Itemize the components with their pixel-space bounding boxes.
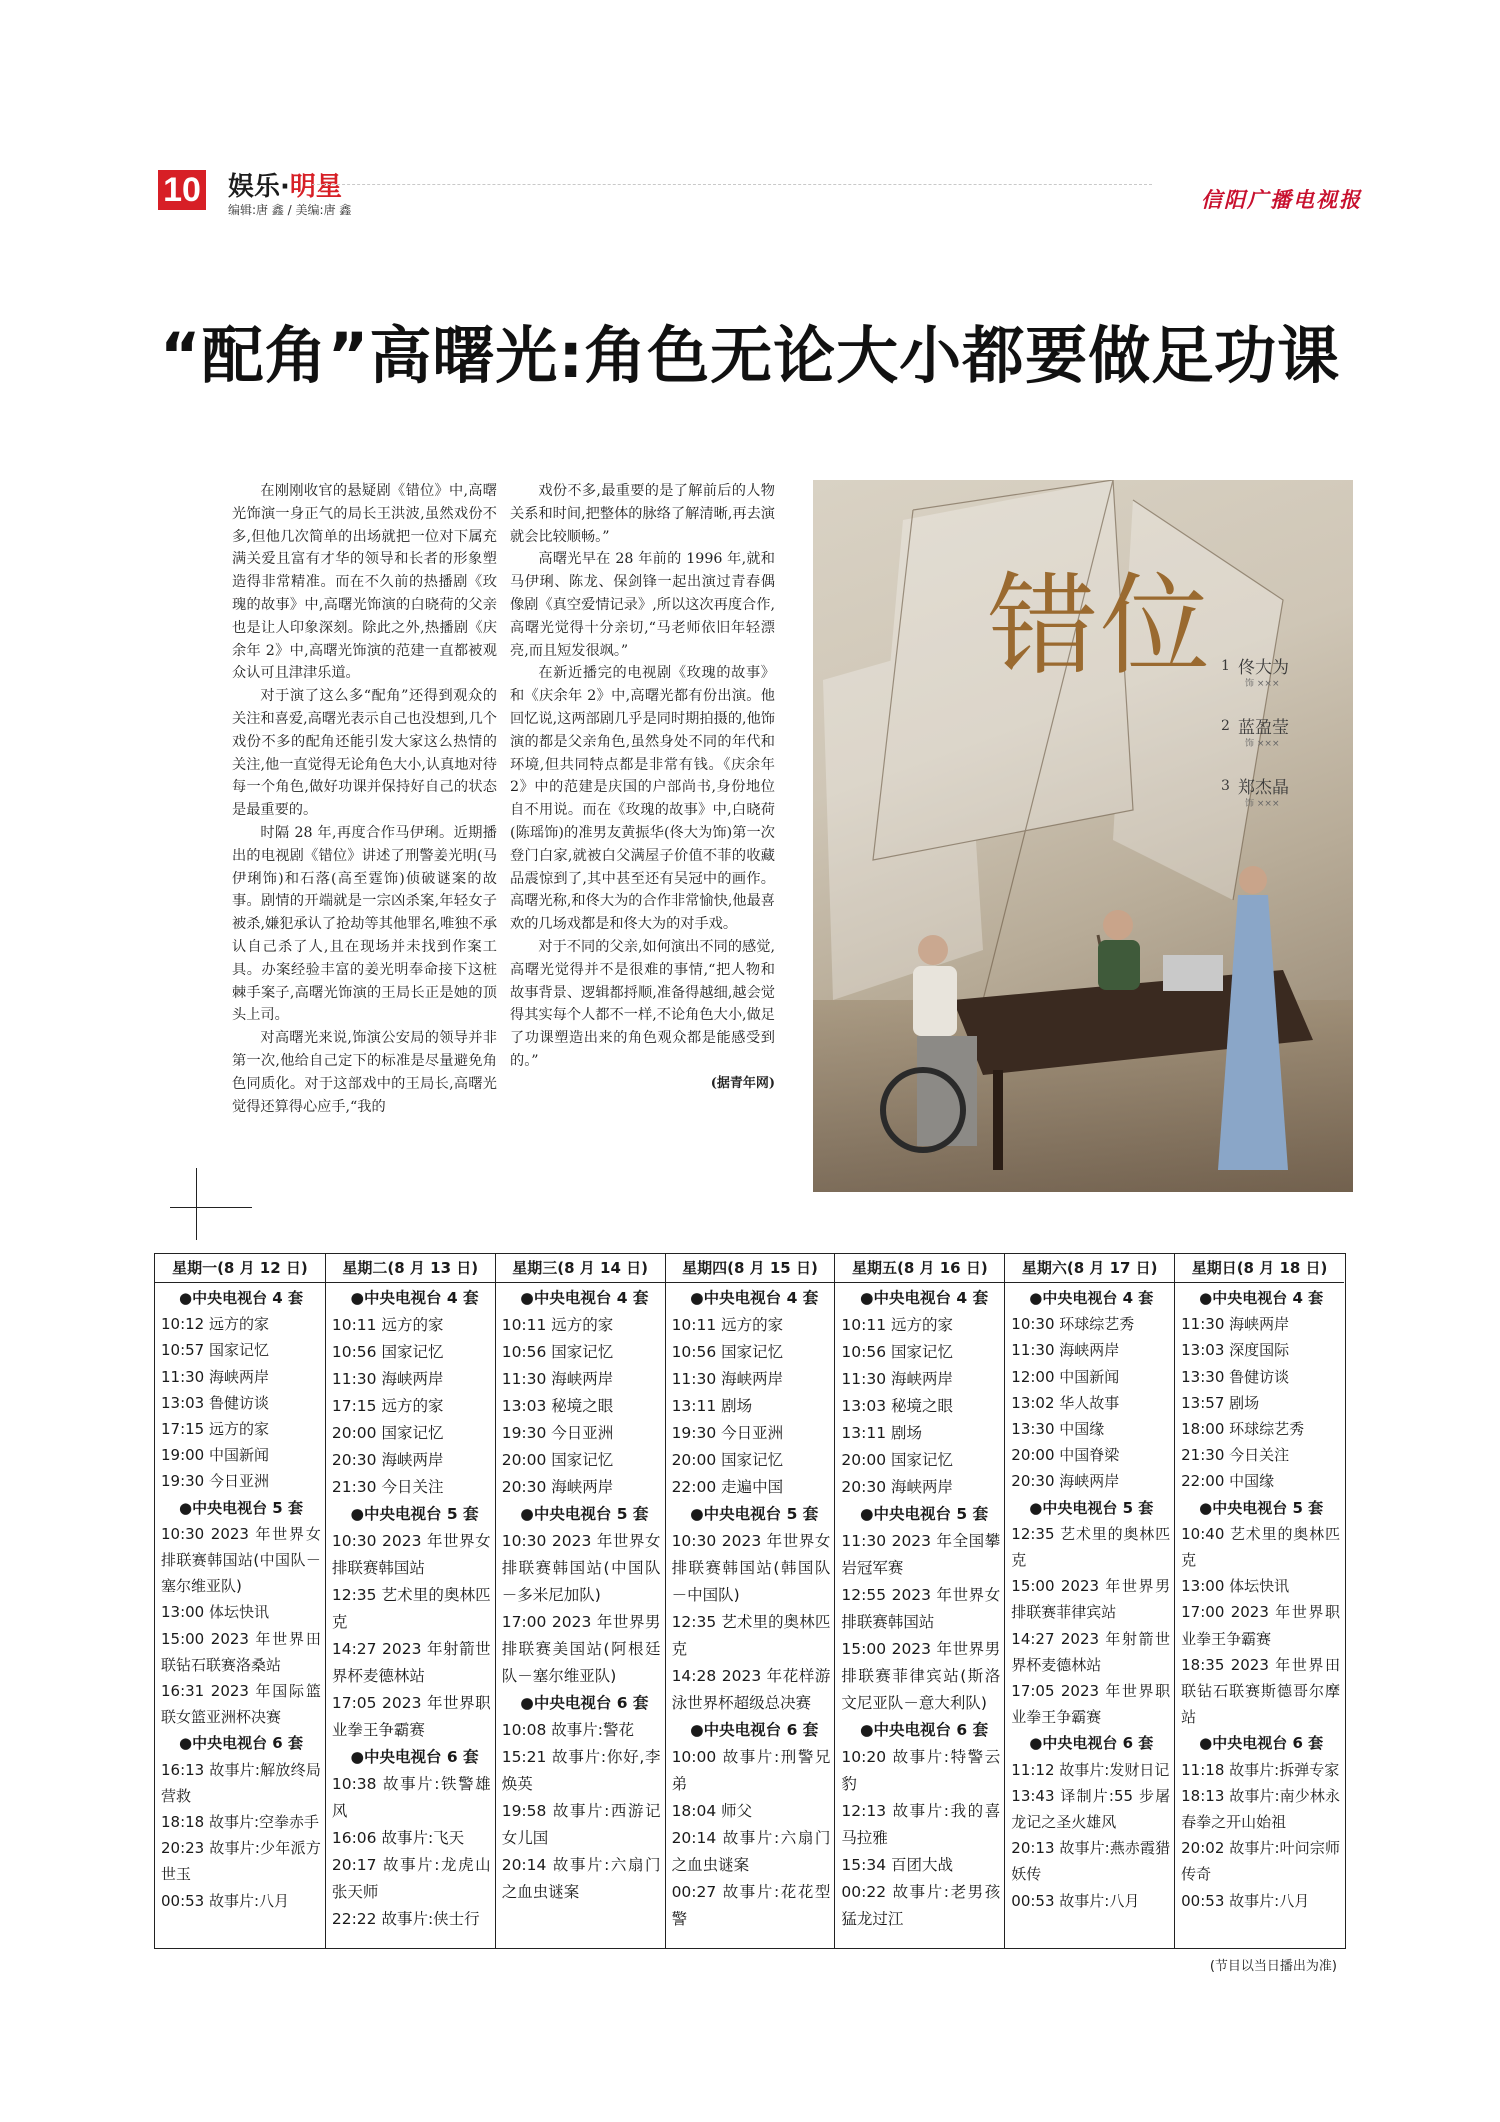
- cast-name: 郑杰晶: [1238, 778, 1289, 798]
- paragraph: 对高曙光来说,饰演公安局的领导并非第一次,他给自己定下的标准是尽量避免角色同质化。对于这部戏中的王局长,高曙光觉得还算得心应手,“我的: [232, 1030, 497, 1115]
- schedule-day-header: 星期日(8 月 18 日): [1175, 1254, 1344, 1283]
- program-item: 13:03 鲁健访谈: [161, 1393, 269, 1412]
- program-item: 15:00 2023 年世界田联钻石联赛洛桑站: [161, 1629, 321, 1674]
- program-item: 17:05 2023 年世界职业拳王争霸赛: [331, 1694, 491, 1739]
- program-item: 10:20 故事片:特警云豹: [841, 1748, 1001, 1793]
- program-item: 20:14 故事片:六扇门之血虫谜案: [671, 1829, 831, 1874]
- program-item: 14:27 2023 年射箭世界杯麦德林站: [331, 1640, 491, 1685]
- channel-label: ●中央电视台 6 套: [179, 1734, 303, 1753]
- program-item: 11:30 海峡两岸: [1011, 1341, 1120, 1360]
- program-item: 11:30 海峡两岸: [1181, 1315, 1290, 1334]
- cast-role: 饰 ×××: [1245, 679, 1280, 689]
- channel-label: ●中央电视台 5 套: [179, 1498, 303, 1517]
- article-headline: “配角”高曙光:角色无论大小都要做足功课: [159, 319, 1341, 392]
- channel-label: ●中央电视台 4 套: [1199, 1289, 1324, 1307]
- program-item: 11:30 海峡两岸: [841, 1370, 954, 1388]
- schedule-day-header: 星期三(8 月 14 日): [496, 1254, 665, 1283]
- article-source: (据青年网): [710, 1075, 775, 1091]
- program-item: 11:30 海峡两岸: [671, 1370, 784, 1388]
- program-item: 12:13 故事片:我的喜马拉雅: [841, 1802, 1001, 1847]
- program-item: 10:56 国家记忆: [331, 1343, 444, 1361]
- paragraph: 高曙光早在 28 年前的 1996 年,就和马伊琍、陈龙、保剑锋一起出演过青春偶像剧《真空爱情记录》,所以这次再度合作,高曙光觉得十分亲切,“马老师依旧年轻漂亮,而且短发很飒。”: [510, 551, 775, 659]
- program-item: 12:55 2023 年世界女排联赛韩国站: [841, 1586, 1001, 1631]
- program-item: 19:30 今日亚洲: [501, 1424, 614, 1442]
- program-item: 10:30 2023 年世界女排联赛韩国站(韩国队－中国队): [671, 1532, 831, 1604]
- program-item: 10:12 远方的家: [161, 1315, 269, 1334]
- schedule-day-column: [1004, 1254, 1174, 1948]
- crop-mark: [196, 1168, 197, 1240]
- program-item: 00:53 故事片:八月: [161, 1891, 290, 1910]
- crop-mark: [170, 1207, 252, 1208]
- paragraph: 对于不同的父亲,如何演出不同的感觉,高曙光觉得并不是很难的事情,“把人物和故事背景、逻辑都捋顺,准备得越细,越会觉得其实每个人都不一样,不论角色大小,做足了功课塑造出来的角色观众都是能感受到的。”: [510, 938, 775, 1069]
- schedule-footnote: (节目以当日播出为准): [1209, 1959, 1337, 1974]
- channel-label: ●中央电视台 6 套: [860, 1721, 989, 1739]
- program-item: 19:30 今日亚洲: [671, 1424, 784, 1442]
- program-item: 20:30 海峡两岸: [331, 1451, 444, 1469]
- channel-label: ●中央电视台 4 套: [520, 1289, 649, 1307]
- schedule-day-column: [155, 1254, 325, 1948]
- program-item: 20:17 故事片:龙虎山张天师: [331, 1856, 491, 1901]
- program-item: 11:30 海峡两岸: [331, 1370, 444, 1388]
- schedule-day-body: [666, 1283, 835, 1933]
- channel-label: ●中央电视台 5 套: [690, 1505, 819, 1523]
- poster-title: 错位: [988, 562, 1212, 690]
- drama-poster: [813, 480, 1353, 1192]
- program-item: 17:05 2023 年世界职业拳王争霸赛: [1011, 1682, 1171, 1727]
- page-number: 10: [158, 170, 206, 210]
- program-item: 18:04 师父: [671, 1802, 753, 1820]
- program-item: 10:30 2023 年世界女排联赛韩国站: [331, 1532, 491, 1577]
- program-item: 19:00 中国新闻: [161, 1446, 269, 1465]
- paragraph: 时隔 28 年,再度合作马伊琍。近期播出的电视剧《错位》讲述了刑警姜光明(马伊琍饰)和石落(高至霆饰)侦破谜案的故事。剧情的开端就是一宗凶杀案,年轻女子被杀,嫌犯承认了抢劫等其他罪名,唯独不承认自己杀了人,且在现场并未找到作案工具。办案经验丰富的姜光明奉命接下这桩棘手案子,高曙光饰演的王局长正是她的顶头上司。: [232, 824, 497, 1024]
- tv-schedule-table: [154, 1253, 1346, 1949]
- program-item: 18:00 环球综艺秀: [1181, 1420, 1305, 1439]
- cast-name: 蓝盈莹: [1238, 718, 1289, 738]
- program-item: 10:57 国家记忆: [161, 1341, 269, 1360]
- schedule-day-header: 星期一(8 月 12 日): [155, 1254, 325, 1283]
- program-item: 21:30 今日关注: [1181, 1446, 1290, 1465]
- program-item: 17:00 2023 年世界职业拳王争霸赛: [1181, 1603, 1340, 1648]
- schedule-day-header: 星期四(8 月 15 日): [666, 1254, 835, 1283]
- channel-label: ●中央电视台 6 套: [520, 1694, 649, 1712]
- program-item: 13:03 深度国际: [1181, 1341, 1290, 1360]
- program-item: 13:03 秘境之眼: [841, 1397, 954, 1415]
- program-item: 10:30 2023 年世界女排联赛韩国站(中国队－塞尔维亚队): [161, 1524, 321, 1596]
- program-item: 20:00 国家记忆: [671, 1451, 784, 1469]
- program-item: 20:30 海峡两岸: [1011, 1472, 1120, 1491]
- program-item: 12:35 艺术里的奥林匹克: [1011, 1524, 1171, 1570]
- program-item: 10:00 故事片:刑警兄弟: [671, 1748, 831, 1793]
- program-item: 10:30 2023 年世界女排联赛韩国站(中国队－多米尼加队): [501, 1532, 661, 1604]
- program-item: 18:18 故事片:空拳赤手: [161, 1813, 320, 1832]
- section-main: 娱乐·: [228, 172, 290, 202]
- program-item: 20:23 故事片:少年派方世玉: [161, 1839, 321, 1884]
- channel-label: ●中央电视台 4 套: [179, 1289, 303, 1307]
- program-item: 20:02 故事片:叶问宗师传奇: [1181, 1839, 1340, 1884]
- program-item: 10:11 远方的家: [501, 1316, 614, 1334]
- channel-label: ●中央电视台 6 套: [690, 1721, 819, 1739]
- program-item: 13:11 剧场: [671, 1397, 753, 1415]
- program-item: 18:13 故事片:南少林永春拳之开山始祖: [1181, 1786, 1340, 1832]
- paragraph: 在刚刚收官的悬疑剧《错位》中,高曙光饰演一身正气的局长王洪波,虽然戏份不多,但他几次简单的出场就把一位对下属充满关爱且富有才华的领导和长者的形象塑造得非常精准。而在不久前的热播剧《玫瑰的故事》中,高曙光饰演的白晓荷的父亲也是让人印象深刻。除此之外,热播剧《庆余年 2》中,高曙光饰演的范建一直都被观众认可且津津乐道。: [232, 483, 497, 682]
- program-item: 13:57 剧场: [1181, 1393, 1260, 1412]
- schedule-day-body: [1175, 1283, 1344, 1914]
- program-item: 00:27 故事片:花花型警: [671, 1883, 831, 1928]
- program-item: 10:56 国家记忆: [841, 1343, 954, 1361]
- program-item: 21:30 今日关注: [331, 1478, 444, 1496]
- program-item: 14:27 2023 年射箭世界杯麦德林站: [1011, 1629, 1171, 1674]
- program-item: 12:35 艺术里的奥林匹克: [331, 1586, 491, 1631]
- channel-label: ●中央电视台 5 套: [1029, 1498, 1154, 1517]
- cast-name: 佟大为: [1238, 658, 1289, 678]
- program-item: 20:13 故事片:燕赤霞猎妖传: [1011, 1839, 1171, 1884]
- program-item: 15:21 故事片:你好,李焕英: [501, 1748, 661, 1793]
- program-item: 10:56 国家记忆: [501, 1343, 614, 1361]
- program-item: 10:56 国家记忆: [671, 1343, 784, 1361]
- program-item: 15:34 百团大战: [841, 1856, 954, 1874]
- article-column-1: [232, 480, 497, 1118]
- program-item: 11:30 海峡两岸: [501, 1370, 614, 1388]
- program-item: 16:06 故事片:飞天: [331, 1829, 465, 1847]
- program-item: 10:11 远方的家: [841, 1316, 954, 1334]
- header-divider: [312, 184, 1152, 185]
- cast-role: 饰 ×××: [1245, 739, 1280, 749]
- channel-label: ●中央电视台 6 套: [1029, 1734, 1154, 1753]
- channel-label: ●中央电视台 6 套: [1199, 1734, 1324, 1753]
- schedule-day-column: [834, 1254, 1004, 1948]
- channel-label: ●中央电视台 5 套: [860, 1505, 989, 1523]
- program-item: 10:11 远方的家: [671, 1316, 784, 1334]
- program-item: 13:00 体坛快讯: [1181, 1577, 1290, 1596]
- program-item: 17:15 远方的家: [161, 1420, 269, 1439]
- newspaper-name: 信阳广播电视报: [1201, 187, 1362, 212]
- channel-label: ●中央电视台 5 套: [1199, 1498, 1324, 1517]
- program-item: 11:18 故事片:拆弹专家: [1181, 1760, 1340, 1779]
- schedule-day-column: [325, 1254, 495, 1948]
- program-item: 20:00 国家记忆: [501, 1451, 614, 1469]
- program-item: 19:30 今日亚洲: [161, 1472, 269, 1491]
- cast-role: 饰 ×××: [1245, 799, 1280, 809]
- schedule-day-body: [496, 1283, 665, 1906]
- program-item: 13:30 鲁健访谈: [1181, 1367, 1290, 1386]
- channel-label: ●中央电视台 6 套: [350, 1748, 479, 1766]
- article-column-2: [510, 480, 775, 1096]
- program-item: 19:58 故事片:西游记女儿国: [501, 1802, 661, 1847]
- paragraph: 对于演了这么多“配角”还得到观众的关注和喜爱,高曙光表示自己也没想到,几个戏份不多的配角还能引发大家这么热情的关注,他一直觉得无论角色大小,认真地对待每一个角色,做好功课并保持好自己的状态是最重要的。: [232, 688, 497, 819]
- schedule-day-column: [1174, 1254, 1344, 1948]
- program-item: 20:30 海峡两岸: [501, 1478, 614, 1496]
- channel-label: ●中央电视台 4 套: [860, 1289, 989, 1307]
- program-item: 15:00 2023 年世界男排联赛菲律宾站: [1011, 1577, 1171, 1622]
- program-item: 00:22 故事片:老男孩猛龙过江: [841, 1883, 1001, 1928]
- channel-label: ●中央电视台 5 套: [350, 1505, 479, 1523]
- schedule-day-body: [1005, 1283, 1174, 1914]
- schedule-day-body: [155, 1283, 325, 1914]
- program-item: 22:22 故事片:侠士行: [331, 1910, 480, 1928]
- program-item: 00:53 故事片:八月: [1011, 1891, 1140, 1910]
- editor-credits: 编辑:唐 鑫 / 美编:唐 鑫: [228, 203, 352, 217]
- program-item: 20:00 中国脊梁: [1011, 1446, 1120, 1465]
- program-item: 13:30 中国缘: [1011, 1420, 1105, 1439]
- program-item: 20:00 国家记忆: [841, 1451, 954, 1469]
- program-item: 13:03 秘境之眼: [501, 1397, 614, 1415]
- channel-label: ●中央电视台 4 套: [690, 1289, 819, 1307]
- program-item: 11:30 海峡两岸: [161, 1367, 269, 1386]
- program-item: 10:30 环球综艺秀: [1011, 1315, 1135, 1334]
- schedule-day-header: 星期五(8 月 16 日): [835, 1254, 1004, 1283]
- program-item: 22:00 中国缘: [1181, 1472, 1275, 1491]
- program-item: 10:08 故事片:警花: [501, 1721, 635, 1739]
- program-item: 17:00 2023 年世界男排联赛美国站(阿根廷队－塞尔维亚队): [501, 1613, 661, 1685]
- program-item: 10:38 故事片:铁警雄风: [331, 1775, 491, 1820]
- channel-label: ●中央电视台 4 套: [350, 1289, 479, 1307]
- cast-mark: 3: [1221, 778, 1230, 794]
- program-item: 16:31 2023 年国际篮联女篮亚洲杯决赛: [161, 1682, 321, 1727]
- program-item: 20:30 海峡两岸: [841, 1478, 954, 1496]
- schedule-day-header: 星期二(8 月 13 日): [326, 1254, 495, 1283]
- program-item: 10:40 艺术里的奥林匹克: [1181, 1524, 1340, 1570]
- program-item: 17:15 远方的家: [331, 1397, 444, 1415]
- program-item: 22:00 走遍中国: [671, 1478, 784, 1496]
- paragraph: 戏份不多,最重要的是了解前后的人物关系和时间,把整体的脉络了解清晰,再去演就会比较顺畅。”: [510, 483, 775, 545]
- program-item: 16:13 故事片:解放终局营救: [161, 1760, 321, 1805]
- program-item: 12:00 中国新闻: [1011, 1367, 1120, 1386]
- program-item: 11:12 故事片:发财日记: [1011, 1760, 1170, 1779]
- section-sub: 明星: [289, 172, 342, 202]
- schedule-day-body: [835, 1283, 1004, 1933]
- program-item: 00:53 故事片:八月: [1181, 1891, 1310, 1910]
- schedule-day-body: [326, 1283, 495, 1933]
- program-item: 13:02 华人故事: [1011, 1393, 1120, 1412]
- program-item: 12:35 艺术里的奥林匹克: [671, 1613, 831, 1658]
- program-item: 20:00 国家记忆: [331, 1424, 444, 1442]
- program-item: 13:43 译制片:55 步屠龙记之圣火雄风: [1011, 1786, 1171, 1832]
- program-item: 14:28 2023 年花样游泳世界杯超级总决赛: [671, 1667, 831, 1712]
- program-item: 13:00 体坛快讯: [161, 1603, 269, 1622]
- schedule-day-column: [665, 1254, 835, 1948]
- program-item: 13:11 剧场: [841, 1424, 923, 1442]
- program-item: 18:35 2023 年世界田联钻石联赛斯德哥尔摩站: [1181, 1655, 1340, 1727]
- paragraph: 在新近播完的电视剧《玫瑰的故事》和《庆余年 2》中,高曙光都有份出演。他回忆说,这两部剧几乎是同时期拍摄的,他饰演的都是父亲角色,虽然身处不同的年代和环境,但共同特点都是非常有钱。《庆余年 2》中的范建是庆国的户部尚书,身份地位自不用说。而在《玫瑰的故事》中,白晓荷(陈瑶饰)的准男友黄振华(佟大为饰)第一次登门白家,就被白父满屋子价值不菲的收藏品震惊到了,其中甚至还有吴冠中的画作。高曙光称,和佟大为的合作非常愉快,他最喜欢的几场戏都是和佟大为的对手戏。: [510, 665, 775, 933]
- program-item: 20:14 故事片:六扇门之血虫谜案: [501, 1856, 661, 1901]
- schedule-day-header: 星期六(8 月 17 日): [1005, 1254, 1174, 1283]
- cast-mark: 2: [1221, 718, 1230, 734]
- program-item: 15:00 2023 年世界男排联赛菲律宾站(斯洛文尼亚队－意大利队): [841, 1640, 1001, 1712]
- channel-label: ●中央电视台 4 套: [1029, 1289, 1154, 1307]
- schedule-day-column: [495, 1254, 665, 1948]
- cast-mark: 1: [1221, 658, 1230, 674]
- channel-label: ●中央电视台 5 套: [520, 1505, 649, 1523]
- program-item: 11:30 2023 年全国攀岩冠军赛: [841, 1532, 1001, 1577]
- program-item: 10:11 远方的家: [331, 1316, 444, 1334]
